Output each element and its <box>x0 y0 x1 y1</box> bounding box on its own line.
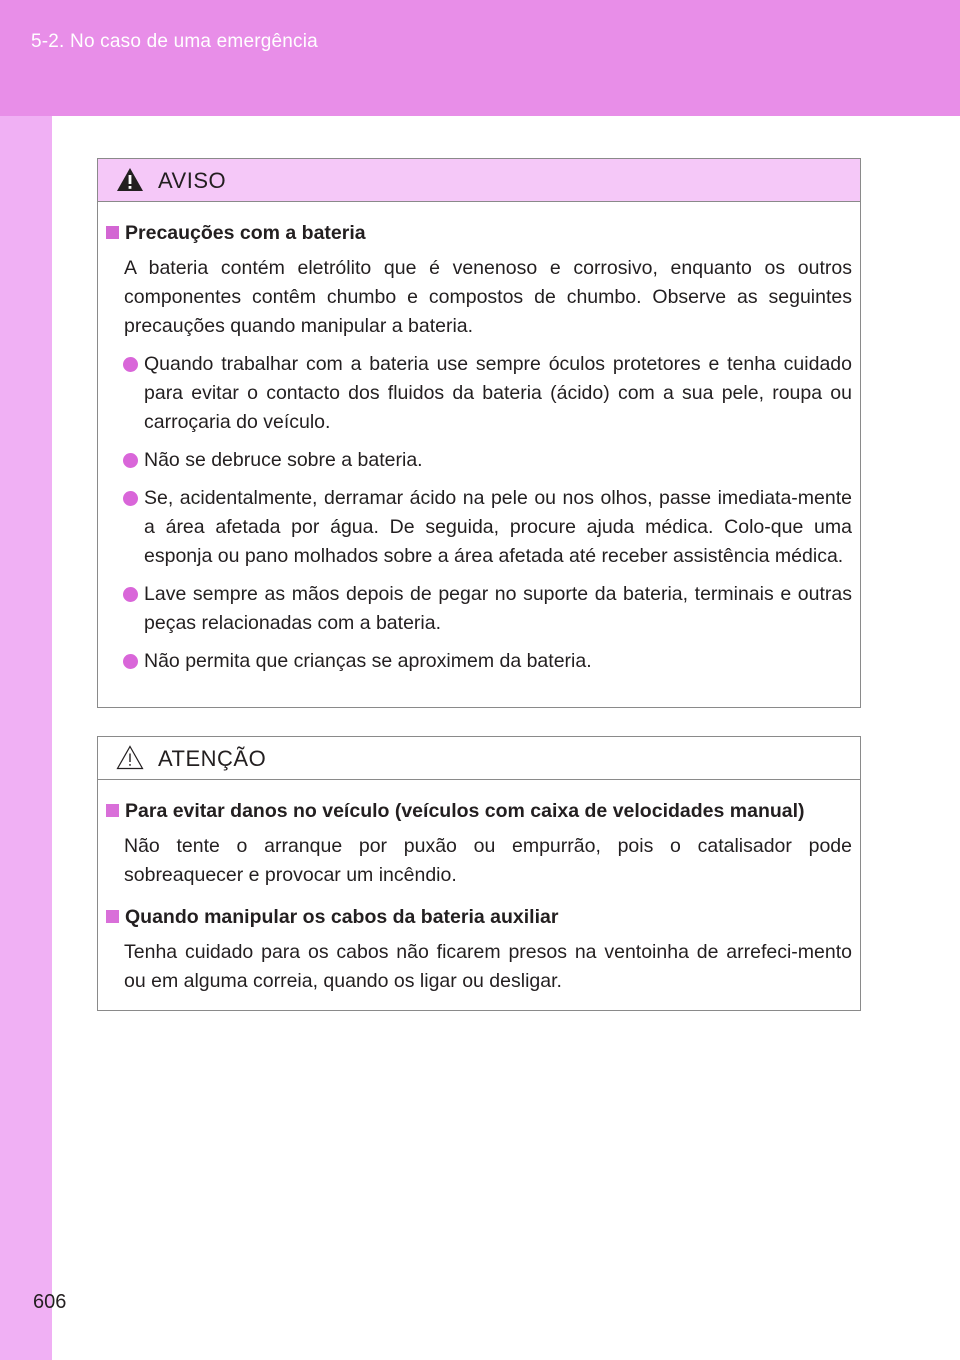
warning-bullet-text: Se, acidentalmente, derramar ácido na pele ou nos olhos, passe imediata-mente a área afetada por água. De seguida, procure ajuda médica. Colo-que uma esponja ou pano molhados sobre a área afetada até receber assistência médica. <box>144 487 852 567</box>
round-bullet-icon <box>123 587 138 602</box>
page-number: 606 <box>33 1291 67 1313</box>
warning-subheading <box>106 218 852 248</box>
notice-subheading-text: Quando manipular os cabos da bateria auxiliar <box>125 906 559 928</box>
round-bullet-icon <box>123 491 138 506</box>
warning-subheading-text: Precauções com a bateria <box>125 222 366 244</box>
notice-subheading-text: Para evitar danos no veículo (veículos com caixa de velocidades manual) <box>125 800 805 822</box>
warning-bullet-text: Não se debruce sobre a bateria. <box>144 449 423 471</box>
notice-paragraph: Não tente o arranque por puxão ou empurrão, pois o catalisador pode sobreaquecer e provocar um incêndio. <box>124 835 852 886</box>
warning-bullet-text: Quando trabalhar com a bateria use sempre óculos protetores e tenha cuidado para evitar o contacto dos fluidos da bateria (ácido) com a sua pele, roupa ou carroçaria do veículo. <box>144 353 852 433</box>
top-band <box>0 0 960 116</box>
round-bullet-icon <box>123 357 138 372</box>
warning-bullet-text: Lave sempre as mãos depois de pegar no suporte da bateria, terminais e outras peças relacionadas com a bateria. <box>144 583 852 634</box>
square-bullet-icon <box>106 226 119 239</box>
notice-subheading <box>106 902 852 932</box>
warning-box-header <box>98 159 860 202</box>
warning-bullet <box>144 580 852 638</box>
round-bullet-icon <box>123 453 138 468</box>
notice-box <box>97 736 861 1011</box>
warning-box <box>97 158 861 708</box>
notice-paragraph: Tenha cuidado para os cabos não ficarem presos na ventoinha de arrefeci-mento ou em alguma correia, quando os ligar ou desligar. <box>124 941 852 992</box>
warning-triangle-outline-icon <box>116 745 144 770</box>
notice-box-header <box>98 737 860 780</box>
warning-bullet <box>144 446 852 475</box>
notice-box-title: ATENÇÃO <box>158 746 267 771</box>
warning-bullet-text: Não permita que crianças se aproximem da bateria. <box>144 650 592 672</box>
side-band <box>0 116 52 1360</box>
round-bullet-icon <box>123 654 138 669</box>
square-bullet-icon <box>106 804 119 817</box>
warning-intro: A bateria contém eletrólito que é venenoso e corrosivo, enquanto os outros componentes contêm chumbo e compostos de chumbo. Observe as seguintes precauções quando manipular a bateria. <box>124 257 852 337</box>
section-label: 5-2. No caso de uma emergência <box>31 31 318 52</box>
warning-bullet <box>144 350 852 437</box>
warning-box-title: AVISO <box>158 168 227 193</box>
notice-box-body <box>98 780 860 996</box>
warning-box-body <box>98 202 860 676</box>
square-bullet-icon <box>106 910 119 923</box>
warning-bullet <box>144 647 852 676</box>
warning-triangle-filled-icon <box>116 167 144 192</box>
notice-subheading <box>106 796 852 826</box>
warning-bullet <box>144 484 852 571</box>
